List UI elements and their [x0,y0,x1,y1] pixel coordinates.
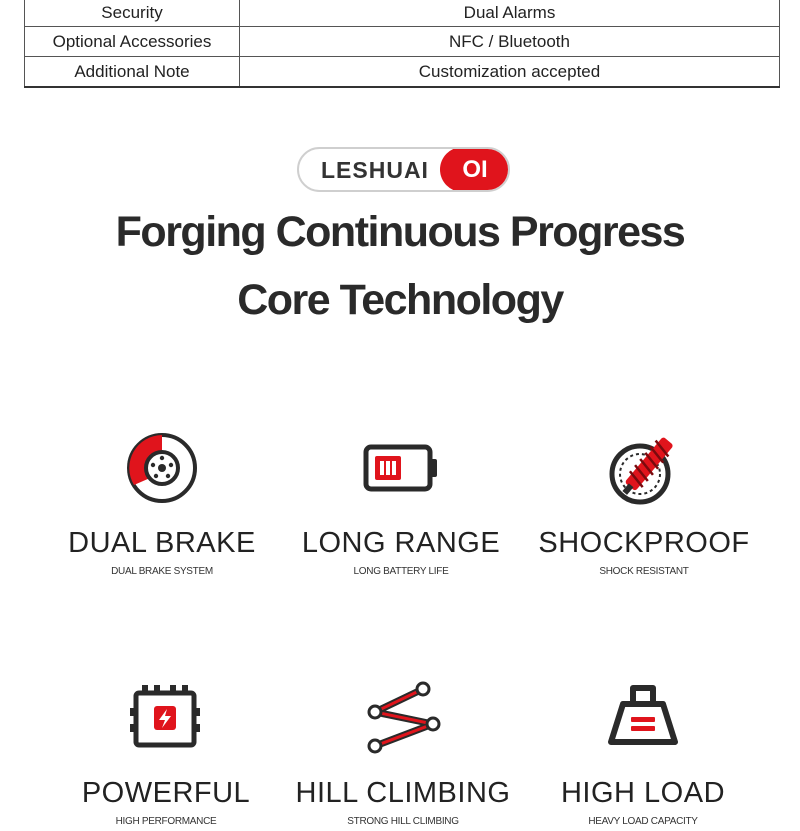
feature-subtitle: STRONG HILL CLIMBING [347,816,459,827]
battery-icon [361,430,441,510]
feature-subtitle: HIGH PERFORMANCE [115,816,217,827]
brake-disc-icon [122,430,202,510]
shock-absorber-icon [604,430,684,510]
feature-title: LONG RANGE [301,527,501,559]
brand-pill [297,147,510,192]
table-row [25,27,780,57]
headline-primary: Forging Continuous Progress [115,208,685,256]
feature-title: HILL CLIMBING [295,777,511,809]
feature-subtitle: SHOCK RESISTANT [599,566,689,577]
hill-climb-icon [363,680,443,760]
table-row [25,0,780,27]
table-row [25,57,780,88]
feature-title: HIGH LOAD [560,777,726,809]
feature-subtitle: DUAL BRAKE SYSTEM [111,566,213,577]
spec-key: Additional Note [25,57,240,88]
power-battery-icon [126,680,206,760]
brand-badge: OI [440,147,510,192]
feature-title: SHOCKPROOF [538,527,750,559]
spec-value: Dual Alarms [240,0,780,27]
headline-secondary: Core Technology [237,276,563,324]
spec-key: Optional Accessories [25,27,240,57]
spec-value: NFC / Bluetooth [240,27,780,57]
feature-subtitle: LONG BATTERY LIFE [353,566,449,577]
brand-name: LESHUAI [321,157,429,183]
feature-title: DUAL BRAKE [68,527,256,559]
weight-icon [603,680,683,760]
feature-title: POWERFUL [81,777,251,809]
feature-subtitle: HEAVY LOAD CAPACITY [588,816,698,827]
spec-value: Customization accepted [240,57,780,88]
spec-key: Security [25,0,240,27]
spec-table [24,0,780,88]
